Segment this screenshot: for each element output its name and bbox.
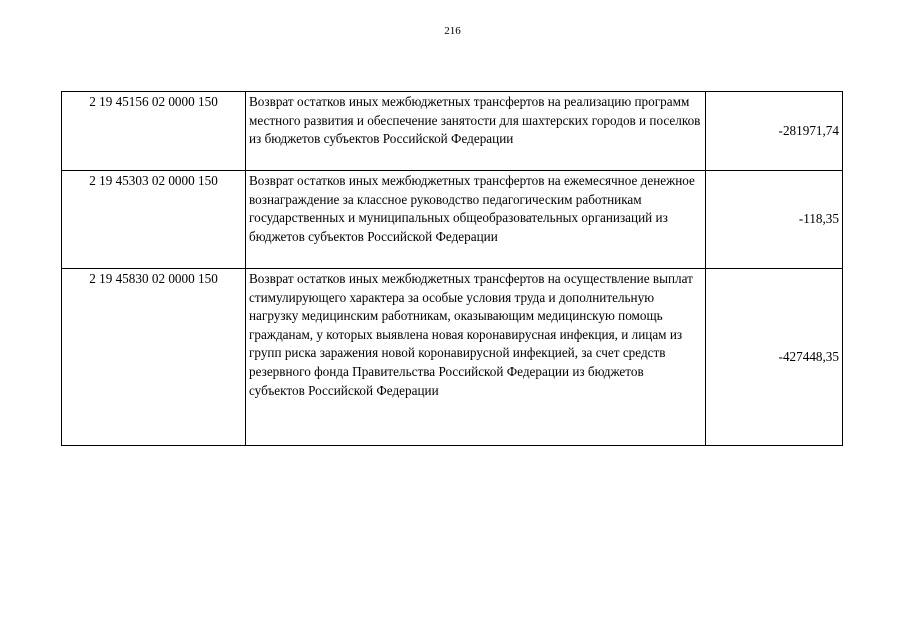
amount-cell: -281971,74 — [706, 92, 843, 171]
table-row — [62, 171, 843, 269]
table-row — [62, 269, 843, 446]
description-cell: Возврат остатков иных межбюджетных трансфертов на реализацию программ местного развития и обеспечение занятости для шахтерских городов и поселков из бюджетов субъектов Российской Федерации — [246, 92, 706, 171]
page-number: 216 — [444, 25, 461, 37]
amount-cell: -118,35 — [706, 171, 843, 269]
description-cell: Возврат остатков иных межбюджетных трансфертов на осуществление выплат стимулирующего характера за особые условия труда и дополнительную нагрузку медицинским работникам, оказывающим медицинскую помощь гражданам, у которых выявлена новая коронавирусная инфекция, и лицам из групп риска заражения новой коронавирусной инфекцией, за счет средств резервного фонда Правительства Российской Федерации из бюджетов субъектов Российской Федерации — [246, 269, 706, 446]
budget-code-cell: 2 19 45830 02 0000 150 — [62, 269, 246, 446]
budget-table — [61, 91, 843, 446]
amount-cell: -427448,35 — [706, 269, 843, 446]
budget-code-cell: 2 19 45303 02 0000 150 — [62, 171, 246, 269]
table-row — [62, 92, 843, 171]
description-cell: Возврат остатков иных межбюджетных трансфертов на ежемесячное денежное вознаграждение за классное руководство педагогическим работникам государственных и муниципальных общеобразовательных организаций из бюджетов субъектов Российской Федерации — [246, 171, 706, 269]
budget-code-cell: 2 19 45156 02 0000 150 — [62, 92, 246, 171]
